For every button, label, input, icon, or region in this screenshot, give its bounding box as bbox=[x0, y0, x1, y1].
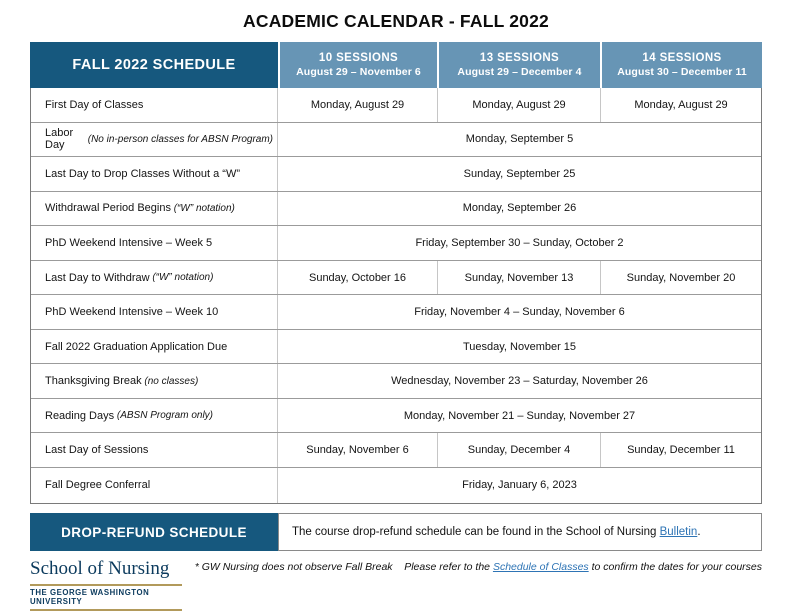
header-14-sessions bbox=[600, 42, 762, 88]
calendar-table bbox=[30, 42, 762, 504]
event-date: Sunday, November 13 bbox=[437, 261, 600, 295]
event-date-span: Sunday, September 25 bbox=[463, 167, 576, 180]
drop-refund-text-after: . bbox=[697, 526, 701, 538]
footnote-text-after: to confirm the dates for your courses bbox=[588, 561, 762, 573]
event-date-span: Monday, November 21 – Sunday, November 27 bbox=[403, 409, 636, 422]
calendar-table-header bbox=[30, 42, 762, 88]
event-date-span: Monday, September 5 bbox=[465, 133, 574, 146]
event-date-span: Friday, November 4 – Sunday, November 6 bbox=[414, 306, 625, 319]
event-label: Last Day to Withdraw (“W” notation) bbox=[31, 261, 278, 295]
header-14-sessions-title: 14 SESSIONS bbox=[642, 52, 722, 64]
header-14-sessions-dates: August 30 – December 11 bbox=[617, 66, 747, 78]
event-date: Sunday, December 11 bbox=[600, 433, 761, 467]
event-date-span: Tuesday, November 15 bbox=[462, 340, 577, 353]
event-label: Labor Day (No in-person classes for ABSN Program) bbox=[31, 123, 278, 157]
event-label: Thanksgiving Break (no classes) bbox=[31, 364, 278, 398]
logo-school-name: School of Nursing bbox=[30, 558, 170, 579]
event-date: Sunday, November 20 bbox=[600, 261, 761, 295]
table-row bbox=[31, 364, 761, 399]
event-label: Reading Days (ABSN Program only) bbox=[31, 399, 278, 433]
event-label-note: (no classes) bbox=[141, 375, 199, 387]
footnote bbox=[195, 561, 762, 573]
event-label: Last Day to Drop Classes Without a “W” bbox=[31, 157, 278, 191]
event-date: Sunday, October 16 bbox=[308, 271, 407, 284]
school-of-nursing-logo bbox=[30, 558, 190, 611]
event-label: Fall 2022 Graduation Application Due bbox=[31, 330, 278, 364]
event-label: First Day of Classes bbox=[31, 88, 278, 122]
event-date: Sunday, December 4 bbox=[437, 433, 600, 467]
logo-rule-bottom bbox=[30, 609, 182, 611]
event-label-note: (ABSN Program only) bbox=[114, 410, 214, 422]
header-schedule: FALL 2022 SCHEDULE bbox=[30, 42, 278, 88]
table-row bbox=[31, 330, 761, 365]
table-row bbox=[31, 399, 761, 434]
event-label: PhD Weekend Intensive – Week 10 bbox=[31, 295, 278, 329]
calendar-table-body bbox=[30, 88, 762, 504]
drop-refund-title: DROP-REFUND SCHEDULE bbox=[30, 513, 278, 551]
event-date: Sunday, November 6 bbox=[306, 444, 409, 457]
header-13-sessions-title: 13 SESSIONS bbox=[479, 52, 560, 64]
header-10-sessions-dates: August 29 – November 6 bbox=[296, 66, 421, 78]
drop-refund-text-before: The course drop-refund schedule can be found in the School of Nursing bbox=[292, 526, 660, 538]
table-row bbox=[31, 468, 761, 503]
header-10-sessions bbox=[278, 42, 437, 88]
event-date: Monday, August 29 bbox=[310, 98, 405, 111]
footnote-text-before: * GW Nursing does not observe Fall Break Please refer to the bbox=[194, 561, 493, 573]
logo-university-name: THE GEORGE WASHINGTON UNIVERSITY bbox=[30, 588, 150, 607]
event-label-note: (No in-person classes for ABSN Program) bbox=[84, 133, 273, 145]
event-label-note: (“W” notation) bbox=[149, 272, 214, 283]
table-row bbox=[31, 192, 761, 227]
bulletin-link[interactable]: Bulletin bbox=[659, 526, 698, 538]
drop-refund-section bbox=[30, 513, 762, 551]
table-row bbox=[31, 157, 761, 192]
event-label-note: (“W” notation) bbox=[170, 202, 235, 214]
page-title: ACADEMIC CALENDAR - FALL 2022 bbox=[243, 11, 549, 31]
header-13-sessions bbox=[437, 42, 600, 88]
event-date: Monday, August 29 bbox=[600, 88, 761, 122]
event-label: Withdrawal Period Begins (“W” notation) bbox=[31, 192, 278, 226]
table-row bbox=[31, 226, 761, 261]
header-13-sessions-dates: August 29 – December 4 bbox=[457, 66, 582, 78]
drop-refund-text bbox=[278, 513, 762, 551]
event-date-span: Friday, January 6, 2023 bbox=[462, 479, 577, 492]
table-row bbox=[31, 88, 761, 123]
event-label: Fall Degree Conferral bbox=[31, 468, 278, 503]
header-10-sessions-title: 10 SESSIONS bbox=[318, 52, 399, 64]
table-row bbox=[31, 433, 761, 468]
schedule-of-classes-link[interactable]: Schedule of Classes bbox=[492, 561, 589, 573]
event-label: PhD Weekend Intensive – Week 5 bbox=[31, 226, 278, 260]
table-row bbox=[31, 123, 761, 158]
event-date: Monday, August 29 bbox=[437, 88, 600, 122]
table-row bbox=[31, 295, 761, 330]
event-label: Last Day of Sessions bbox=[31, 433, 278, 467]
table-row bbox=[31, 261, 761, 296]
event-date-span: Friday, September 30 – Sunday, October 2 bbox=[415, 236, 624, 249]
event-date-span: Wednesday, November 23 – Saturday, November 26 bbox=[391, 375, 648, 388]
event-date-span: Monday, September 26 bbox=[462, 202, 577, 215]
